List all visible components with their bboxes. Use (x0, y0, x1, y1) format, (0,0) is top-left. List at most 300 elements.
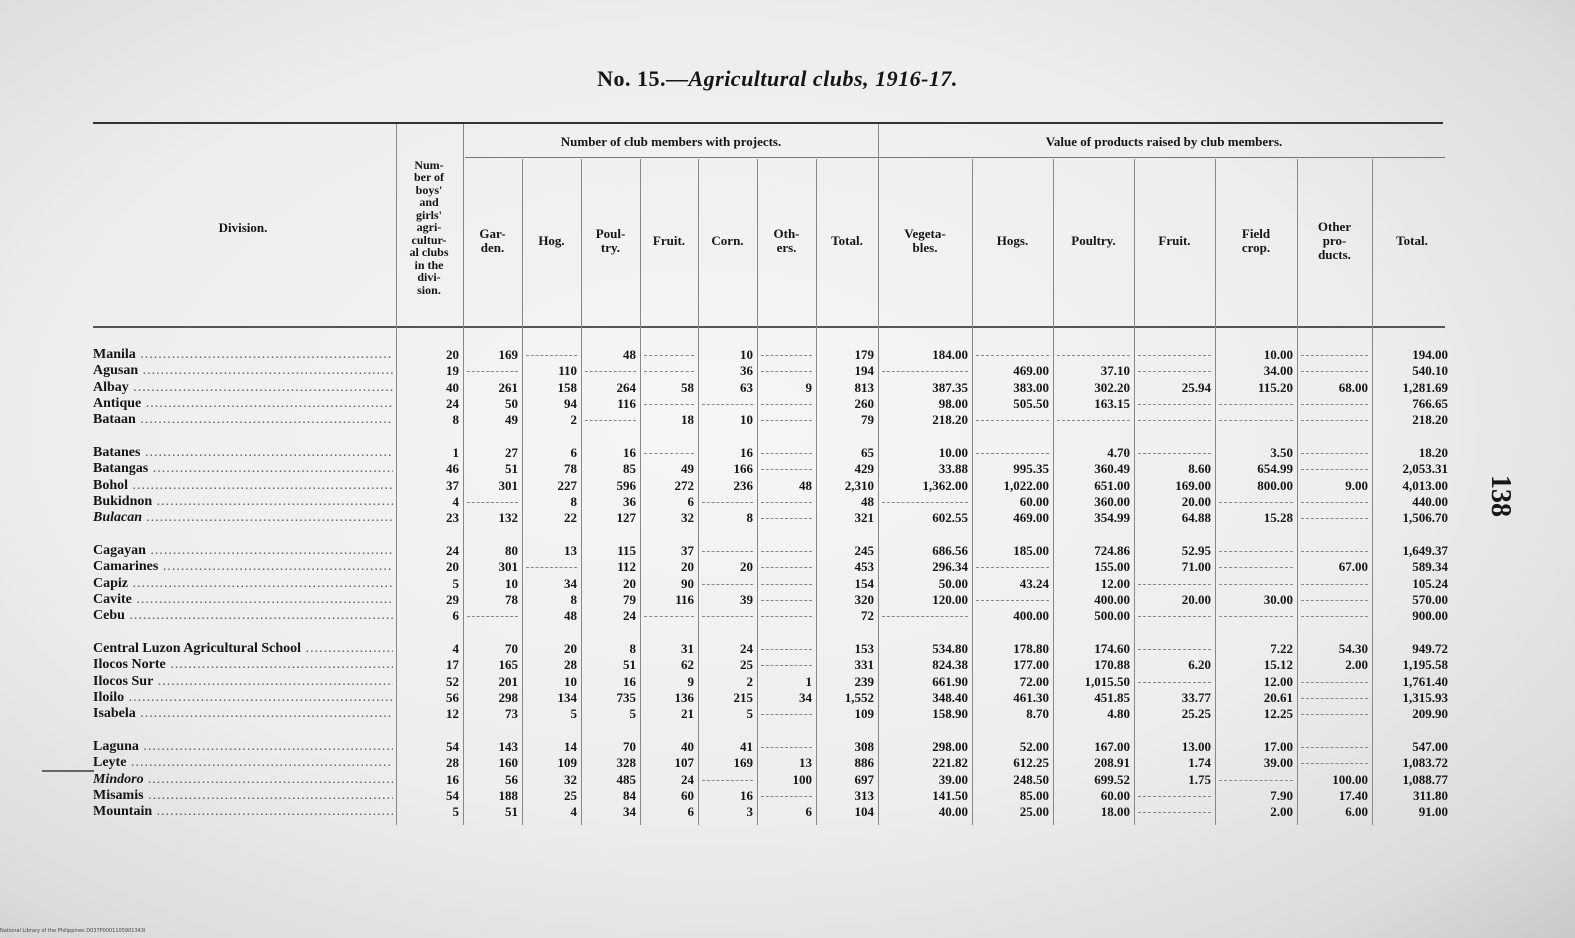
table-cell: 301 (498, 477, 518, 493)
table-cell: 21 (681, 706, 694, 722)
table-cell: 24 (740, 641, 753, 656)
empty-cell (761, 396, 812, 405)
table-cell: 1,088.77 (1402, 771, 1448, 787)
empty-cell (1301, 412, 1368, 421)
table-cell: 16 (623, 673, 636, 689)
table-cell: 813 (854, 379, 874, 395)
empty-cell (976, 559, 1049, 568)
table-cell: 136 (674, 689, 694, 705)
table-cell: 766.65 (1412, 395, 1448, 411)
empty-cell (1301, 510, 1368, 519)
table-cell: 98.00 (938, 395, 968, 411)
empty-cell (761, 706, 812, 715)
table-cell: 360.00 (1094, 493, 1130, 509)
table-cell: 360.49 (1094, 461, 1130, 477)
value-col-other-products-header: Other pro- ducts. (1317, 219, 1352, 262)
table-cell: 400.00 (1013, 608, 1049, 624)
empty-cell (702, 396, 753, 405)
table-cell: 8 (746, 510, 753, 526)
table-row (0, 510, 1470, 526)
value-col-poultry-header: Poultry. (1071, 233, 1116, 248)
table-cell: 112 (617, 559, 636, 575)
table-cell: 170.88 (1094, 657, 1130, 673)
table-cell: 68.00 (1338, 379, 1368, 395)
table-cell: 311.80 (1412, 787, 1448, 803)
table-cell: 500.00 (1094, 608, 1130, 624)
table-cell: 651.00 (1094, 477, 1130, 493)
table-cell: 36 (623, 493, 636, 509)
table-cell: 107 (674, 755, 694, 771)
table-cell: 6 (570, 445, 577, 460)
table-cell: 51 (505, 461, 518, 477)
empty-cell (1138, 412, 1211, 421)
table-cell: 201 (498, 673, 518, 689)
table-cell: 2.00 (1270, 804, 1293, 820)
table-cell: 469.00 (1013, 510, 1049, 526)
empty-cell (761, 461, 812, 470)
table-cell: 49 (505, 412, 518, 428)
empty-cell (761, 788, 812, 797)
table-cell: 1,552 (844, 689, 874, 705)
empty-cell (1138, 576, 1211, 585)
table-cell: 3.50 (1270, 445, 1293, 460)
table-cell: 1,195.58 (1402, 657, 1448, 673)
table-cell: 10 (740, 347, 753, 362)
title-text: Agricultural clubs, 1916-17. (688, 66, 958, 91)
empty-cell (644, 347, 694, 356)
empty-cell (1057, 412, 1130, 421)
table-cell: 79 (861, 412, 874, 428)
table-cell: 6 (452, 608, 459, 624)
table-cell: 227 (557, 477, 577, 493)
table-cell: 1,761.40 (1402, 673, 1448, 689)
empty-cell (702, 576, 753, 585)
table-cell: 735 (616, 689, 636, 705)
empty-cell (526, 559, 577, 568)
table-cell: 46 (446, 461, 459, 477)
table-cell: 105.24 (1412, 575, 1448, 591)
table-cell: 91.00 (1418, 804, 1448, 820)
division-name: Bukidnon ..... (93, 494, 393, 510)
table-cell: 39.00 (1263, 755, 1293, 771)
table-cell: 73 (505, 706, 518, 722)
division-name: Ilocos Norte ..... (93, 657, 393, 673)
table-cell: 32 (564, 771, 577, 787)
table-cell: 1 (452, 445, 459, 460)
table-cell: 302.20 (1094, 379, 1130, 395)
empty-cell (976, 445, 1049, 454)
table-cell: 174.60 (1094, 641, 1130, 656)
table-cell: 169 (498, 347, 518, 362)
table-cell: 58 (681, 379, 694, 395)
empty-cell (761, 445, 812, 454)
table-row (0, 396, 1470, 412)
empty-cell (1301, 755, 1368, 764)
table-cell: 62 (681, 657, 694, 673)
division-name: Cavite ..... (93, 592, 393, 608)
table-cell: 7.90 (1270, 787, 1293, 803)
value-group-header: Value of products raised by club members. (1045, 134, 1283, 149)
division-name: Misamis ..... (93, 788, 393, 804)
table-cell: 6.00 (1345, 804, 1368, 820)
table-cell: 9.00 (1345, 477, 1368, 493)
division-name: Batanes ..... (93, 445, 393, 461)
empty-cell (1219, 608, 1293, 617)
table-cell: 4,013.00 (1402, 477, 1448, 493)
members-col-fruit-header: Fruit. (652, 233, 686, 248)
table-row (0, 445, 1470, 461)
table-cell: 25 (740, 657, 753, 673)
table-row (0, 690, 1470, 706)
table-cell: 56 (446, 689, 459, 705)
empty-cell (1138, 788, 1211, 797)
table-cell: 686.56 (932, 543, 968, 558)
empty-cell (1301, 363, 1368, 372)
division-name: Iloilo ..... (93, 690, 393, 706)
table-cell: 19 (446, 363, 459, 379)
table-cell: 1,506.70 (1402, 510, 1448, 526)
empty-cell (467, 608, 518, 617)
table-cell: 28 (564, 657, 577, 673)
table-cell: 298 (498, 689, 518, 705)
division-name: Isabela ..... (93, 706, 393, 722)
table-cell: 33.88 (938, 461, 968, 477)
table-cell: 20 (740, 559, 753, 575)
table-cell: 602.55 (932, 510, 968, 526)
empty-cell (1301, 690, 1368, 699)
empty-cell (976, 347, 1049, 356)
empty-cell (644, 445, 694, 454)
empty-cell (761, 592, 812, 601)
table-cell: 27 (505, 445, 518, 460)
table-cell: 272 (674, 477, 694, 493)
table-cell: 115 (617, 543, 636, 558)
empty-cell (1301, 576, 1368, 585)
table-cell: 12.00 (1263, 673, 1293, 689)
table-cell: 39 (740, 591, 753, 607)
empty-cell (1301, 347, 1368, 356)
table-row (0, 788, 1470, 804)
table-cell: 4 (452, 641, 459, 656)
table-cell: 6.20 (1188, 657, 1211, 673)
table-cell: 194.00 (1412, 347, 1448, 362)
table-cell: 16 (740, 445, 753, 460)
table-cell: 20 (446, 347, 459, 362)
table-cell: 453 (854, 559, 874, 575)
division-name: Albay ..... (93, 380, 393, 396)
empty-cell (1138, 674, 1211, 683)
table-cell: 17.40 (1338, 787, 1368, 803)
table-cell: 469.00 (1013, 363, 1049, 379)
division-name: Cagayan ..... (93, 543, 393, 559)
table-row (0, 347, 1470, 363)
table-cell: 179 (854, 347, 874, 362)
table-cell: 52.00 (1019, 739, 1049, 754)
table-cell: 143 (498, 739, 518, 754)
table-cell: 25.94 (1181, 379, 1211, 395)
table-cell: 724.86 (1094, 543, 1130, 558)
table-cell: 4 (452, 493, 459, 509)
table-cell: 505.50 (1013, 395, 1049, 411)
table-cell: 461.30 (1013, 689, 1049, 705)
empty-cell (761, 363, 812, 372)
title-number: No. 15.— (597, 66, 689, 91)
table-cell: 320 (854, 591, 874, 607)
table-cell: 54 (446, 739, 459, 754)
table-cell: 169.00 (1175, 477, 1211, 493)
empty-cell (1219, 494, 1293, 503)
empty-cell (1301, 543, 1368, 552)
table-cell: 261 (498, 379, 518, 395)
table-cell: 218.20 (1412, 412, 1448, 428)
table-cell: 1,281.69 (1402, 379, 1448, 395)
table-cell: 165 (498, 657, 518, 673)
table-cell: 2.00 (1345, 657, 1368, 673)
empty-cell (1219, 772, 1293, 781)
table-cell: 178.80 (1013, 641, 1049, 656)
empty-cell (761, 543, 812, 552)
table-cell: 85.00 (1019, 787, 1049, 803)
table-cell: 589.34 (1412, 559, 1448, 575)
table-cell: 6 (687, 493, 694, 509)
table-cell: 18.20 (1418, 445, 1448, 460)
table-cell: 84 (623, 787, 636, 803)
table-cell: 49 (681, 461, 694, 477)
table-cell: 13.00 (1181, 739, 1211, 754)
value-col-field-crop-header: Field crop. (1241, 226, 1271, 255)
table-cell: 16 (623, 445, 636, 460)
empty-cell (1057, 347, 1130, 356)
table-cell: 115.20 (1257, 379, 1293, 395)
empty-cell (761, 559, 812, 568)
table-cell: 51 (505, 804, 518, 820)
members-col-corn-header: Corn. (711, 233, 744, 248)
table-cell: 18.00 (1100, 804, 1130, 820)
table-cell: 34 (623, 804, 636, 820)
table-cell: 71.00 (1181, 559, 1211, 575)
table-cell: 110 (558, 363, 577, 379)
table-cell: 6 (805, 804, 812, 820)
table-cell: 208.91 (1094, 755, 1130, 771)
table-cell: 1,083.72 (1402, 755, 1448, 771)
table-cell: 50 (505, 395, 518, 411)
table-row (0, 739, 1470, 755)
table-cell: 48 (861, 493, 874, 509)
table-cell: 29 (446, 591, 459, 607)
table-cell: 52 (446, 673, 459, 689)
table-cell: 28 (446, 755, 459, 771)
division-name: Bataan ..... (93, 412, 393, 428)
table-cell: 9 (687, 673, 694, 689)
empty-cell (976, 592, 1049, 601)
empty-cell (1138, 445, 1211, 454)
table-cell: 1,362.00 (922, 477, 968, 493)
division-name: Laguna ..... (93, 739, 393, 755)
table-cell: 3 (746, 804, 753, 820)
table-cell: 949.72 (1412, 641, 1448, 656)
table-cell: 37.10 (1100, 363, 1130, 379)
table-cell: 169 (733, 755, 753, 771)
table-cell: 63 (740, 379, 753, 395)
empty-cell (702, 608, 753, 617)
table-row (0, 461, 1470, 477)
table-cell: 188 (498, 787, 518, 803)
table-cell: 5 (570, 706, 577, 722)
table-cell: 260 (854, 395, 874, 411)
table-cell: 31 (681, 641, 694, 656)
empty-cell (585, 412, 636, 421)
table-cell: 70 (623, 739, 636, 754)
table-cell: 5 (452, 804, 459, 820)
empty-cell (1301, 445, 1368, 454)
table-row (0, 543, 1470, 559)
division-name: Mindoro ..... (93, 772, 393, 788)
table-cell: 9 (805, 379, 812, 395)
table-cell: 1,649.37 (1402, 543, 1448, 558)
table-cell: 25.25 (1181, 706, 1211, 722)
empty-cell (1138, 608, 1211, 617)
table-cell: 264 (616, 379, 636, 395)
table-cell: 239 (854, 673, 874, 689)
members-group-header: Number of club members with projects. (560, 134, 782, 149)
table-cell: 104 (854, 804, 874, 820)
table-cell: 248.50 (1013, 771, 1049, 787)
table-cell: 1,015.50 (1084, 673, 1130, 689)
members-col-total-header: Total. (831, 233, 863, 248)
table-cell: 2,053.31 (1402, 461, 1448, 477)
empty-cell (1301, 461, 1368, 470)
division-name: Camarines ..... (93, 559, 393, 575)
empty-cell (1138, 396, 1211, 405)
table-cell: 298.00 (932, 739, 968, 754)
table-cell: 1.74 (1188, 755, 1211, 771)
table-cell: 25 (564, 787, 577, 803)
empty-cell (882, 363, 968, 372)
table-cell: 654.99 (1257, 461, 1293, 477)
table-cell: 13 (564, 543, 577, 558)
library-footer: National Library of the Philippines D037P0001105901343l (0, 928, 146, 934)
table-cell: 85 (623, 461, 636, 477)
page-number: 138 (1485, 475, 1516, 517)
table-row (0, 657, 1470, 673)
table-cell: 51 (623, 657, 636, 673)
table-cell: 34.00 (1263, 363, 1293, 379)
header-bottom-rule (93, 326, 1445, 328)
table-cell: 36 (740, 363, 753, 379)
table-cell: 24 (681, 771, 694, 787)
table-cell: 153 (854, 641, 874, 656)
table-cell: 90 (681, 575, 694, 591)
empty-cell (1301, 739, 1368, 748)
members-col-poultry-header: Poul- try. (595, 226, 626, 255)
table-cell: 218.20 (932, 412, 968, 428)
table-row (0, 641, 1470, 657)
table-cell: 10 (740, 412, 753, 428)
empty-cell (1301, 592, 1368, 601)
table-cell: 116 (675, 591, 694, 607)
table-cell: 215 (733, 689, 753, 705)
table-cell: 78 (505, 591, 518, 607)
table-cell: 8.70 (1026, 706, 1049, 722)
table-cell: 20.00 (1181, 493, 1211, 509)
table-cell: 52.95 (1181, 543, 1211, 558)
division-name: Batangas ..... (93, 461, 393, 477)
table-cell: 296.34 (932, 559, 968, 575)
table-cell: 7.22 (1270, 641, 1293, 656)
table-cell: 429 (854, 461, 874, 477)
table-cell: 20 (623, 575, 636, 591)
empty-cell (761, 347, 812, 356)
table-cell: 194 (854, 363, 874, 379)
table-cell: 1 (805, 673, 812, 689)
table-title (0, 66, 1555, 92)
empty-cell (1219, 396, 1293, 405)
table-cell: 8 (570, 591, 577, 607)
table-cell: 60.00 (1019, 493, 1049, 509)
table-row (0, 755, 1470, 771)
table-row (0, 576, 1470, 592)
table-cell: 56 (505, 771, 518, 787)
table-cell: 37 (681, 543, 694, 558)
table-cell: 41 (740, 739, 753, 754)
table-cell: 699.52 (1094, 771, 1130, 787)
table-cell: 80 (505, 543, 518, 558)
empty-cell (1301, 674, 1368, 683)
table-cell: 48 (564, 608, 577, 624)
table-cell: 18 (681, 412, 694, 428)
table-cell: 1,315.93 (1402, 689, 1448, 705)
table-cell: 221.82 (932, 755, 968, 771)
empty-cell (882, 608, 968, 617)
table-cell: 155.00 (1094, 559, 1130, 575)
division-name: Antique ..... (93, 396, 393, 412)
table-cell: 50.00 (938, 575, 968, 591)
table-cell: 4.70 (1107, 445, 1130, 460)
table-cell: 116 (617, 395, 636, 411)
table-cell: 16 (446, 771, 459, 787)
table-cell: 534.80 (932, 641, 968, 656)
table-cell: 20 (681, 559, 694, 575)
value-col-hogs-header: Hogs. (996, 233, 1029, 248)
division-name: Manila ..... (93, 347, 393, 363)
empty-cell (526, 347, 577, 356)
table-cell: 2 (570, 412, 577, 428)
table-cell: 37 (446, 477, 459, 493)
table-cell: 94 (564, 395, 577, 411)
table-cell: 8.60 (1188, 461, 1211, 477)
division-name: Leyte ..... (93, 755, 393, 771)
value-col-fruit-header: Fruit. (1158, 233, 1191, 248)
empty-cell (761, 608, 812, 617)
table-cell: 209.90 (1412, 706, 1448, 722)
clubs-header (396, 130, 462, 325)
table-cell: 236 (733, 477, 753, 493)
table-cell: 451.85 (1094, 689, 1130, 705)
table-cell: 612.25 (1013, 755, 1049, 771)
table-cell: 570.00 (1412, 591, 1448, 607)
table-cell: 65 (861, 445, 874, 460)
table-cell: 30.00 (1263, 591, 1293, 607)
top-rule (93, 122, 1443, 124)
table-cell: 24 (623, 608, 636, 624)
empty-cell (761, 510, 812, 519)
table-cell: 12.00 (1100, 575, 1130, 591)
table-cell: 328 (616, 755, 636, 771)
table-cell: 39.00 (938, 771, 968, 787)
table-cell: 14 (564, 739, 577, 754)
table-row (0, 412, 1470, 428)
table-cell: 48 (623, 347, 636, 362)
